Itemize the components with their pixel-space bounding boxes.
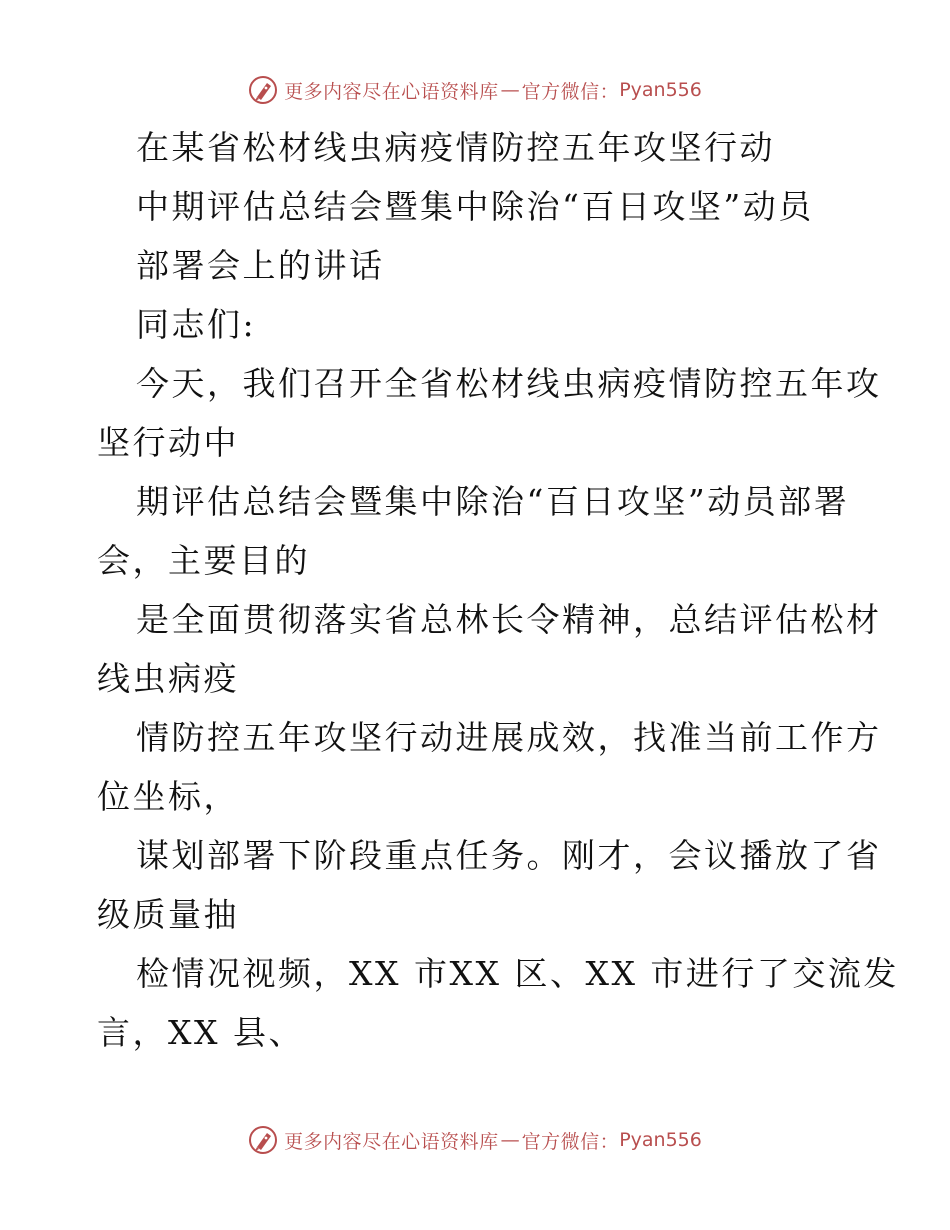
banner-separator: — (500, 79, 520, 101)
title-line-2: 中期评估总结会暨集中除治“百日攻坚”动员 (136, 187, 814, 226)
banner-text: 更多内容尽在心语资料库 (284, 1130, 499, 1153)
body-line: 线虫病疫 (97, 659, 239, 698)
body-line: 会，主要目的 (97, 541, 310, 580)
body-line: 谋划部署下阶段重点任务。刚才，会议播放了省 (136, 836, 882, 875)
body-line: 期评估总结会暨集中除治“百日攻坚”动员部署 (136, 482, 850, 521)
pen-nib-logo-icon (248, 1125, 278, 1155)
header-banner (0, 70, 950, 110)
banner-wechat-id: Pyan556 (619, 79, 702, 101)
footer-banner (0, 1120, 950, 1160)
body-line: 言，XX 县、 (97, 1013, 304, 1052)
title-line-3: 部署会上的讲话 (136, 246, 385, 285)
body-line: 今天，我们召开全省松材线虫病疫情防控五年攻 (136, 364, 882, 403)
body-line: 级质量抽 (97, 895, 239, 934)
banner-wechat-id: Pyan556 (619, 1129, 702, 1151)
body-line: 位坐标， (97, 777, 239, 816)
banner-separator: — (500, 1129, 520, 1151)
body-line: 是全面贯彻落实省总林长令精神，总结评估松材 (136, 600, 882, 639)
body-line: 情防控五年攻坚行动进展成效，找准当前工作方 (136, 718, 882, 757)
body-line: 检情况视频，XX 市XX 区、XX 市进行了交流发 (136, 954, 899, 993)
salutation: 同志们: (136, 305, 257, 344)
banner-wechat-label: 官方微信： (521, 1130, 620, 1153)
body-line: 坚行动中 (97, 423, 239, 462)
banner-text: 更多内容尽在心语资料库 (284, 80, 499, 103)
document-body (97, 118, 899, 1062)
banner-wechat-label: 官方微信： (521, 80, 620, 103)
pen-nib-logo-icon (248, 75, 278, 105)
title-line-1: 在某省松材线虫病疫情防控五年攻坚行动 (136, 128, 775, 167)
